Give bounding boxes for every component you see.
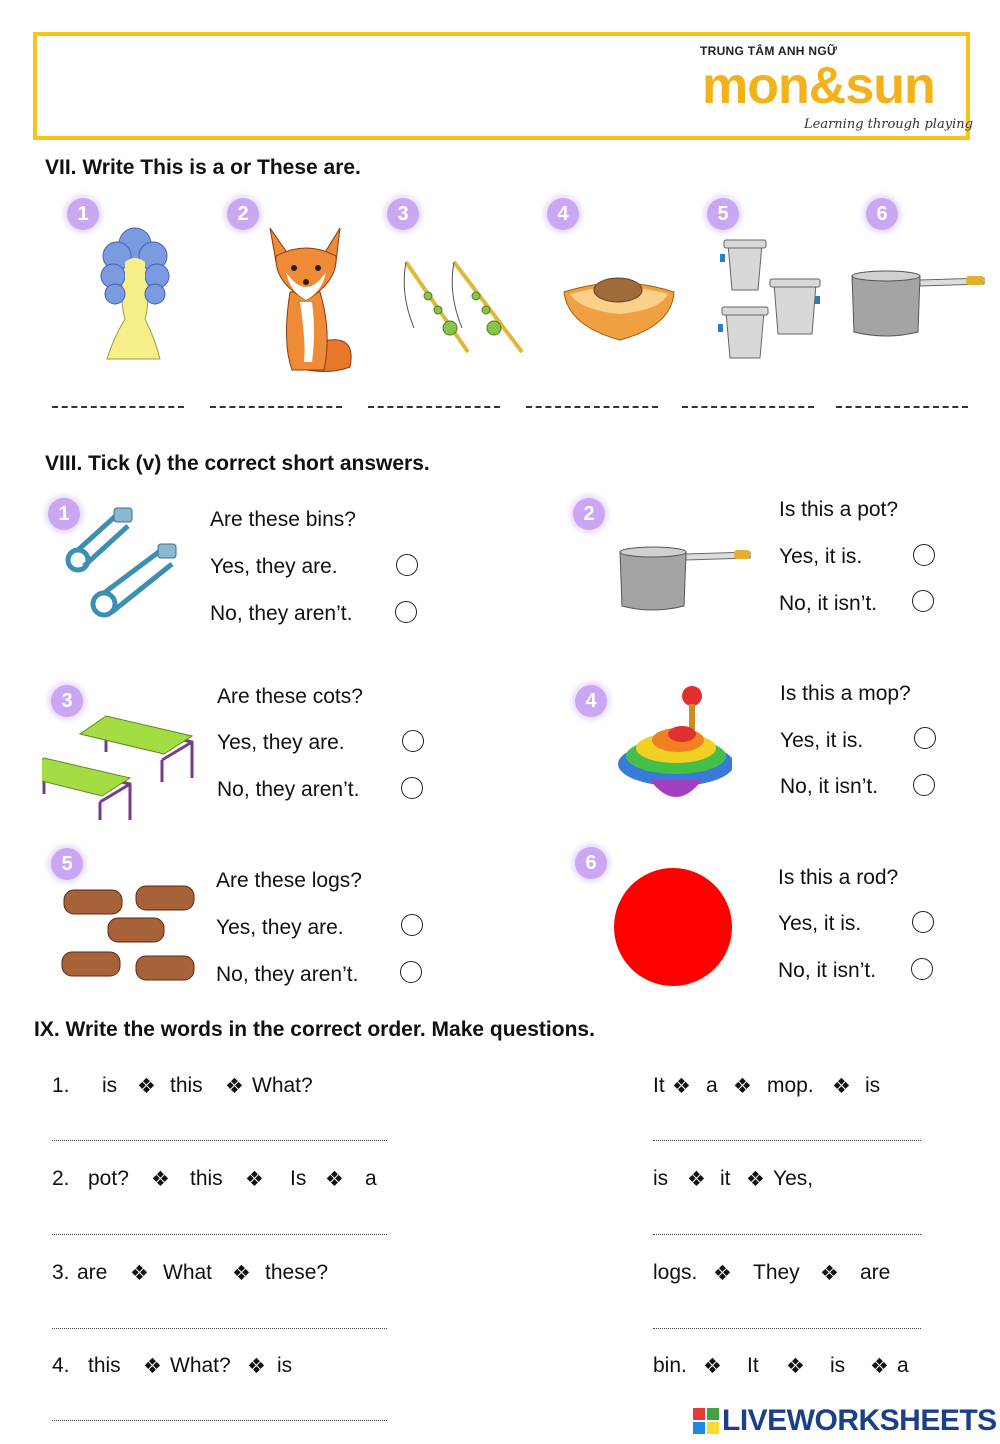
liveworksheets-brand: LIVEWORKSHEETS	[722, 1404, 997, 1437]
tick-circle-no[interactable]	[401, 777, 423, 799]
question-text: Are these logs?	[216, 869, 362, 892]
answer-line[interactable]	[836, 406, 968, 408]
tick-circle-no[interactable]	[913, 774, 935, 796]
word: this	[88, 1354, 121, 1377]
answer-line[interactable]	[682, 406, 814, 408]
item-number-badge: 3	[387, 198, 419, 230]
tick-circle-no[interactable]	[395, 601, 417, 623]
item-number-badge: 4	[575, 685, 607, 717]
separator-icon: ❖	[143, 1355, 162, 1378]
no-answer: No, it isn’t.	[780, 775, 879, 798]
saucepan-image	[848, 268, 988, 342]
no-answer: No, they aren’t.	[217, 778, 360, 801]
separator-icon: ❖	[687, 1168, 706, 1191]
tick-circle-yes[interactable]	[913, 544, 935, 566]
separator-icon: ❖	[832, 1075, 851, 1098]
section7-title: VII. Write This is a or These are.	[45, 156, 361, 179]
word: What?	[170, 1354, 231, 1377]
word: is	[830, 1354, 846, 1377]
word: is	[102, 1074, 118, 1097]
logo-tagline: Learning through playing	[804, 117, 973, 132]
row-number: 1.	[52, 1074, 70, 1097]
question-text: Is this a pot?	[779, 498, 899, 521]
separator-icon: ❖	[137, 1075, 156, 1098]
answer-line[interactable]	[52, 1234, 387, 1235]
tick-circle-yes[interactable]	[912, 911, 934, 933]
yes-answer: Yes, it is.	[779, 545, 863, 568]
no-answer: No, they aren’t.	[216, 963, 359, 986]
saucepan-image	[616, 544, 754, 614]
question-text: Are these bins?	[210, 508, 356, 531]
no-answer: No, it isn’t.	[779, 592, 878, 615]
word: a	[365, 1167, 377, 1190]
word: are	[860, 1261, 891, 1284]
separator-icon: ❖	[247, 1355, 266, 1378]
separator-icon: ❖	[225, 1075, 244, 1098]
question-text: Is this a rod?	[778, 866, 899, 889]
word: logs.	[653, 1261, 698, 1284]
trash-bins-image	[718, 234, 824, 360]
answer-line[interactable]	[653, 1328, 921, 1329]
word: are	[77, 1261, 108, 1284]
separator-icon: ❖	[130, 1262, 149, 1285]
word: bin.	[653, 1354, 687, 1377]
tick-circle-no[interactable]	[912, 590, 934, 612]
answer-line[interactable]	[653, 1234, 921, 1235]
no-answer: No, they aren’t.	[210, 602, 353, 625]
cots-image	[42, 702, 202, 822]
tick-circle-yes[interactable]	[402, 730, 424, 752]
separator-icon: ❖	[232, 1262, 251, 1285]
answer-line[interactable]	[210, 406, 342, 408]
section9-title: IX. Write the words in the correct order. Make questions.	[34, 1018, 595, 1041]
item-number-badge: 3	[51, 685, 83, 717]
item-number-badge: 2	[573, 498, 605, 530]
word: is	[653, 1167, 669, 1190]
separator-icon: ❖	[786, 1355, 805, 1378]
item-number-badge: 1	[48, 498, 80, 530]
wig-image	[95, 224, 175, 364]
row-number: 4.	[52, 1354, 70, 1377]
word: Is	[290, 1167, 307, 1190]
bowl-food-image	[560, 270, 678, 342]
item-number-badge: 6	[866, 198, 898, 230]
logs-image	[60, 880, 196, 984]
liveworksheets-logo-icon	[693, 1408, 719, 1434]
word: a	[897, 1354, 909, 1377]
answer-line[interactable]	[52, 1328, 387, 1329]
item-number-badge: 6	[575, 847, 607, 879]
word: mop.	[767, 1074, 814, 1097]
yes-answer: Yes, it is.	[780, 729, 864, 752]
section8-title: VIII. Tick (v) the correct short answers.	[45, 452, 430, 475]
item-number-badge: 4	[547, 198, 579, 230]
word: this	[170, 1074, 203, 1097]
separator-icon: ❖	[870, 1355, 889, 1378]
yes-answer: Yes, they are.	[210, 555, 338, 578]
separator-icon: ❖	[672, 1075, 691, 1098]
answer-line[interactable]	[368, 406, 500, 408]
word: is	[277, 1354, 293, 1377]
separator-icon: ❖	[245, 1168, 264, 1191]
yes-answer: Yes, they are.	[216, 916, 344, 939]
no-answer: No, it isn’t.	[778, 959, 877, 982]
yes-answer: Yes, it is.	[778, 912, 862, 935]
question-text: Is this a mop?	[780, 682, 911, 705]
word: these?	[265, 1261, 329, 1284]
item-number-badge: 2	[227, 198, 259, 230]
separator-icon: ❖	[325, 1168, 344, 1191]
tick-circle-yes[interactable]	[401, 914, 423, 936]
red-circle-image	[614, 868, 732, 986]
word: it	[720, 1167, 731, 1190]
answer-line[interactable]	[52, 406, 184, 408]
item-number-badge: 5	[707, 198, 739, 230]
yes-answer: Yes, they are.	[217, 731, 345, 754]
separator-icon: ❖	[703, 1355, 722, 1378]
separator-icon: ❖	[151, 1168, 170, 1191]
word: this	[190, 1167, 223, 1190]
word: pot?	[88, 1167, 129, 1190]
fishing-rods-image	[398, 254, 526, 356]
logo-wordmark: mon&sun	[702, 57, 935, 115]
answer-line[interactable]	[52, 1140, 387, 1141]
row-number: 2.	[52, 1167, 70, 1190]
separator-icon: ❖	[820, 1262, 839, 1285]
separator-icon: ❖	[733, 1075, 752, 1098]
answer-line[interactable]	[653, 1140, 921, 1141]
tick-circle-no[interactable]	[400, 961, 422, 983]
safety-pins-image	[62, 504, 180, 626]
question-text: Are these cots?	[217, 685, 363, 708]
spinning-top-image	[612, 684, 732, 818]
word: Yes,	[773, 1167, 814, 1190]
answer-line[interactable]	[52, 1420, 387, 1421]
tick-circle-yes[interactable]	[914, 727, 936, 749]
word: is	[865, 1074, 881, 1097]
fox-image	[262, 222, 354, 376]
item-number-badge: 1	[67, 198, 99, 230]
word: What?	[252, 1074, 313, 1097]
word: What	[163, 1261, 213, 1284]
word: a	[706, 1074, 718, 1097]
tick-circle-no[interactable]	[911, 958, 933, 980]
item-number-badge: 5	[51, 848, 83, 880]
word: It	[653, 1074, 665, 1097]
logo-caption: TRUNG TÂM ANH NGỮ	[700, 44, 838, 58]
tick-circle-yes[interactable]	[396, 554, 418, 576]
word: It	[747, 1354, 759, 1377]
word: They	[753, 1261, 800, 1284]
row-number: 3.	[52, 1261, 70, 1284]
separator-icon: ❖	[746, 1168, 765, 1191]
separator-icon: ❖	[713, 1262, 732, 1285]
answer-line[interactable]	[526, 406, 658, 408]
